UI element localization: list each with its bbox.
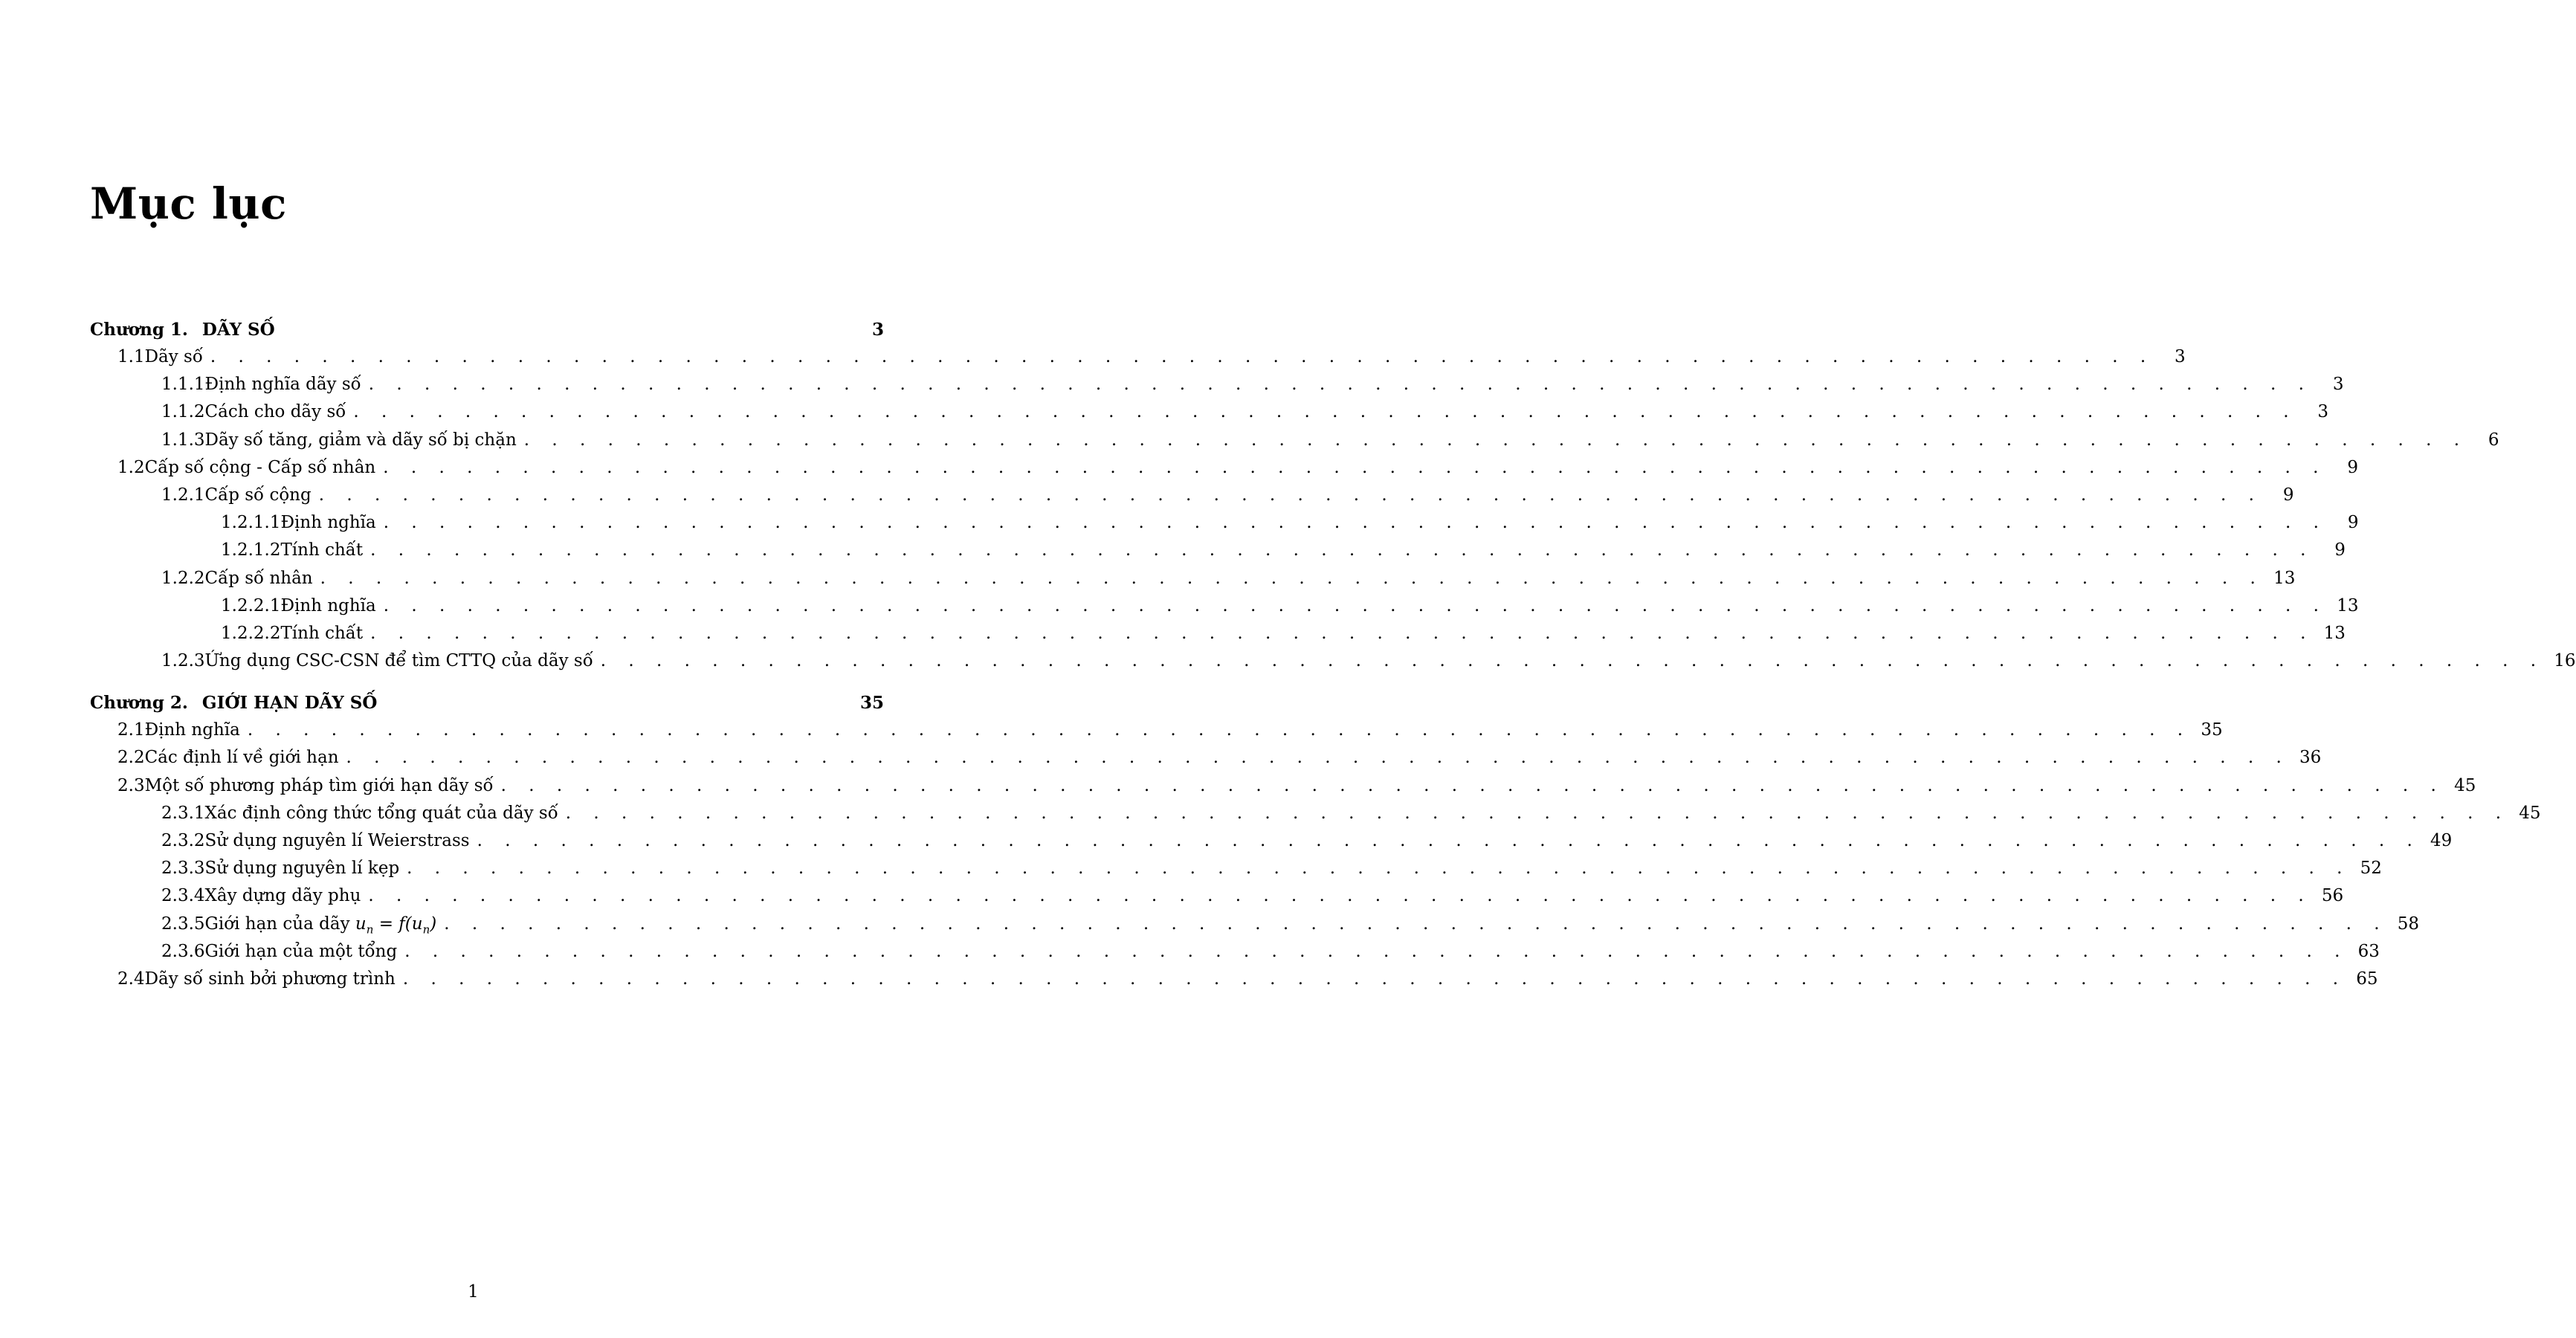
toc-entry-2-3-4[interactable]	[90, 882, 2344, 910]
dot-leader: . . . . . . . . . . . . . . . . . . . . . . . . . . . . . . . . . . . . . . . . . . . . . . . . . . . . . . . . . . . . . . . . . . . . . .	[402, 969, 2347, 989]
entry-number: 1.1	[117, 347, 145, 366]
toc-entry-2-4[interactable]	[90, 966, 2378, 993]
entry-number: 2.1	[117, 720, 145, 740]
entry-title: Dãy số	[144, 347, 203, 366]
dot-leader: . . . . . . . . . . . . . . . . . . . . . . . . . . . . . . . . . . . . . . . . . . . . . . . . . . . . . . . . . . . . . . . . . . . . . .	[346, 748, 2291, 768]
toc-chapter-2[interactable]	[90, 689, 884, 717]
entry-page: 9	[2347, 513, 2359, 533]
entry-number: 2.3.1	[161, 803, 205, 823]
entry-number: 1.1.3	[161, 430, 205, 450]
dot-leader: . . . . . . . . . . . . . . . . . . . . . . . . . . . . . . . . . . . . . . . . . . . . . . . . . . . . . . . . . . . . . . . . . . . . . .	[368, 375, 2313, 395]
toc-entry-1-1-2[interactable]	[90, 398, 2329, 426]
entry-number: 1.2	[117, 457, 145, 477]
entry-page: 6	[2488, 430, 2499, 450]
entry-title: Sử dụng nguyên lí Weierstrass	[204, 831, 470, 850]
entry-title: Cấp số cộng - Cấp số nhân	[144, 457, 376, 477]
entry-title: Tính chất	[280, 540, 364, 560]
entry-number: 1.2.2.2	[221, 623, 281, 643]
entry-title: Định nghĩa	[144, 720, 240, 740]
entry-page: 63	[2357, 941, 2380, 961]
entry-page: 9	[2347, 457, 2358, 477]
entry-number: 2.2	[117, 748, 145, 768]
entry-number: 1.2.2	[161, 568, 205, 588]
entry-page: 49	[2430, 831, 2453, 850]
entry-page: 58	[2397, 914, 2419, 934]
chapter-title: DÃY SỐ	[201, 320, 275, 340]
entry-page: 52	[2360, 859, 2382, 879]
entry-page: 13	[2323, 623, 2346, 643]
dot-leader: . . . . . . . . . . . . . . . . . . . . . . . . . . . . . . . . . . . . . . . . . . . . . . . . . . . . . . . . . . . . . . . . . . . . . .	[370, 540, 2314, 560]
toc-entry-2-3-1[interactable]	[90, 800, 2541, 827]
entry-title-text: Giới hạn của dãy	[204, 914, 350, 934]
dot-leader: . . . . . . . . . . . . . . . . . . . . . . . . . . . . . . . . . . . . . . . . . . . . . . . . . . . . . . . . . . . . . . . . . . . . . .	[565, 803, 2510, 823]
toc-entry-1-2-1-1[interactable]	[90, 509, 2359, 537]
entry-page: 9	[2282, 485, 2294, 505]
entry-title: Cấp số cộng	[204, 485, 311, 505]
dot-leader: . . . . . . . . . . . . . . . . . . . . . . . . . . . . . . . . . . . . . . . . . . . . . . . . . . . . . . . . . . . . . . . . . . . . . .	[500, 775, 2445, 795]
entry-title: Các định lí về giới hạn	[144, 748, 339, 768]
dot-leader: . . . . . . . . . . . . . . . . . . . . . . . . . . . . . . . . . . . . . . . . . . . . . . . . . . . . . . . . . . . . . . . . . . . . . .	[383, 595, 2328, 615]
entry-page: 45	[2519, 803, 2541, 823]
entry-number: 2.3.2	[161, 831, 205, 850]
toc-entry-1-2[interactable]	[90, 454, 2358, 482]
chapter-page: 3	[871, 320, 884, 340]
entry-title: Xác định công thức tổng quát của dãy số	[204, 803, 558, 823]
entry-title: Xây dựng dãy phụ	[204, 886, 361, 906]
dot-leader: . . . . . . . . . . . . . . . . . . . . . . . . . . . . . . . . . . . . . . . . . . . . . . . . . . . . . . . . . . . . . . . . . . . . . .	[600, 651, 2545, 671]
entry-title: Định nghĩa dãy số	[204, 375, 361, 395]
entry-number: 2.3	[117, 775, 145, 795]
entry-number: 2.3.5	[161, 914, 205, 934]
page-title: Mục lục	[90, 178, 287, 229]
dot-leader: . . . . . . . . . . . . . . . . . . . . . . . . . . . . . . . . . . . . . . . . . . . . . . . . . . . . . . . . . . . . . . . . . . . . . .	[404, 941, 2349, 961]
entry-page: 65	[2356, 969, 2378, 989]
dot-leader: . . . . . . . . . . . . . . . . . . . . . . . . . . . . . . . . . . . . . . . . . . . . . . . . . . . . . . . . . . . . . . . . . . . . . .	[523, 430, 2468, 450]
math-formula: $u_n = f(u_n)$	[355, 914, 437, 937]
toc-entry-1-2-2-2[interactable]	[90, 620, 2346, 647]
entry-number: 2.3.3	[161, 859, 205, 879]
dot-leader: . . . . . . . . . . . . . . . . . . . . . . . . . . . . . . . . . . . . . . . . . . . . . . . . . . . . . . . . . . . . . . . . . . . . . .	[383, 513, 2328, 533]
toc-entry-2-3-2[interactable]	[90, 827, 2453, 855]
toc-entry-2-3-5[interactable]	[90, 911, 2419, 938]
chapter-label: Chương 1.	[90, 320, 188, 340]
entry-number: 1.1.1	[161, 375, 205, 395]
entry-page: 13	[2273, 568, 2296, 588]
page-number: 1	[468, 1282, 479, 1302]
entry-title: Dãy số sinh bởi phương trình	[144, 969, 396, 989]
entry-number: 1.2.1.1	[221, 513, 281, 533]
entry-page: 35	[2201, 720, 2223, 740]
entry-page: 36	[2299, 748, 2322, 768]
entry-number: 1.2.1.2	[221, 540, 281, 560]
dot-leader: . . . . . . . . . . . . . . . . . . . . . . . . . . . . . . . . . . . . . . . . . . . . . . . . . . . . . . . . . . . . . . . . . . . . . .	[444, 914, 2388, 934]
entry-title: Sử dụng nguyên lí kẹp	[204, 859, 400, 879]
entry-title: Định nghĩa	[280, 595, 376, 615]
toc-entry-1-1-3[interactable]	[90, 427, 2499, 454]
dot-leader: . . . . . . . . . . . . . . . . . . . . . . . . . . . . . . . . . . . . . . . . . . . . . . . . . . . . . . . . . . . . . . . . . . . . . .	[320, 568, 2265, 588]
entry-title: Cách cho dãy số	[204, 402, 346, 422]
entry-page: 3	[2175, 347, 2186, 366]
entry-title: Ứng dụng CSC-CSN để tìm CTTQ của dãy số	[204, 651, 593, 671]
dot-leader: . . . . . . . . . . . . . . . . . . . . . . . . . . . . . . . . . . . . . . . . . . . . . . . . . . . . . . . . . . . . . . . . . . . . . .	[407, 859, 2351, 879]
dot-leader: . . . . . . . . . . . . . . . . . . . . . . . . . . . . . . . . . . . . . . . . . . . . . . . . . . . . . . . . . . . . . . . . . . . . . .	[353, 402, 2298, 422]
entry-page: 56	[2321, 886, 2344, 906]
dot-leader: . . . . . . . . . . . . . . . . . . . . . . . . . . . . . . . . . . . . . . . . . . . . . . . . . . . . . . . . . . . . . . . . . . . . . .	[318, 485, 2263, 505]
toc-entry-2-1[interactable]	[90, 717, 2223, 744]
entry-page: 45	[2454, 775, 2476, 795]
dot-leader: . . . . . . . . . . . . . . . . . . . . . . . . . . . . . . . . . . . . . . . . . . . . . . . . . . . . . . . . . . . . . . . . . . . . . .	[383, 457, 2327, 477]
entry-title: Tính chất	[280, 623, 364, 643]
entry-page: 13	[2337, 595, 2359, 615]
toc-entry-1-2-2[interactable]	[90, 565, 2296, 592]
toc-entry-1-2-1[interactable]	[90, 482, 2294, 509]
entry-number: 2.3.4	[161, 886, 205, 906]
chapter-page: 35	[859, 693, 884, 714]
dot-leader: . . . . . . . . . . . . . . . . . . . . . . . . . . . . . . . . . . . . . . . . . . . . . . . . . . . . . . . . . . . . . . . . . . . . . .	[370, 623, 2314, 643]
chapter-label: Chương 2.	[90, 693, 188, 714]
entry-title: Cấp số nhân	[204, 568, 313, 588]
chapter-title: GIỚI HẠN DÃY SỐ	[201, 693, 378, 714]
toc-entry-1-1[interactable]	[90, 343, 2186, 371]
entry-number: 1.1.2	[161, 402, 205, 422]
toc-entry-1-2-1-2[interactable]	[90, 537, 2346, 564]
toc-entry-1-2-3[interactable]	[90, 647, 2576, 675]
entry-title: Dãy số tăng, giảm và dãy số bị chặn	[204, 430, 517, 450]
dot-leader: . . . . . . . . . . . . . . . . . . . . . . . . . . . . . . . . . . . . . . . . . . . . . . . . . . . . . . . . . . . . . . . . . . . . . .	[247, 720, 2192, 740]
toc-entry-1-2-2-1[interactable]	[90, 592, 2359, 620]
entry-page: 3	[2332, 375, 2344, 395]
toc-entry-2-3[interactable]	[90, 772, 2476, 800]
entry-number: 2.3.6	[161, 941, 205, 961]
toc-entry-2-2[interactable]	[90, 744, 2322, 772]
entry-title: Một số phương pháp tìm giới hạn dãy số	[144, 775, 494, 795]
entry-page: 3	[2317, 402, 2329, 422]
entry-page: 16	[2554, 651, 2576, 671]
entry-title: Định nghĩa	[280, 513, 376, 533]
entry-title: Giới hạn của một tổng	[204, 941, 398, 961]
toc-entry-2-3-3[interactable]	[90, 855, 2382, 882]
toc-chapter-1[interactable]	[90, 316, 884, 343]
dot-leader: . . . . . . . . . . . . . . . . . . . . . . . . . . . . . . . . . . . . . . . . . . . . . . . . . . . . . . . . . . . . . . . . . . . . . .	[368, 886, 2313, 906]
toc-entry-2-3-6[interactable]	[90, 938, 2380, 966]
entry-number: 1.2.3	[161, 651, 205, 671]
entry-number: 1.2.2.1	[221, 595, 281, 615]
toc-entry-1-1-1[interactable]	[90, 371, 2344, 398]
entry-page: 9	[2334, 540, 2346, 560]
entry-number: 2.4	[117, 969, 145, 989]
table-of-contents	[90, 316, 2576, 993]
dot-leader: . . . . . . . . . . . . . . . . . . . . . . . . . . . . . . . . . . . . . . . . . . . . . . . . . . . . . . . . . . . . . . . . . . . . . .	[477, 831, 2421, 850]
dot-leader: . . . . . . . . . . . . . . . . . . . . . . . . . . . . . . . . . . . . . . . . . . . . . . . . . . . . . . . . . . . . . . . . . . . . . .	[210, 347, 2154, 366]
entry-number: 1.2.1	[161, 485, 205, 505]
